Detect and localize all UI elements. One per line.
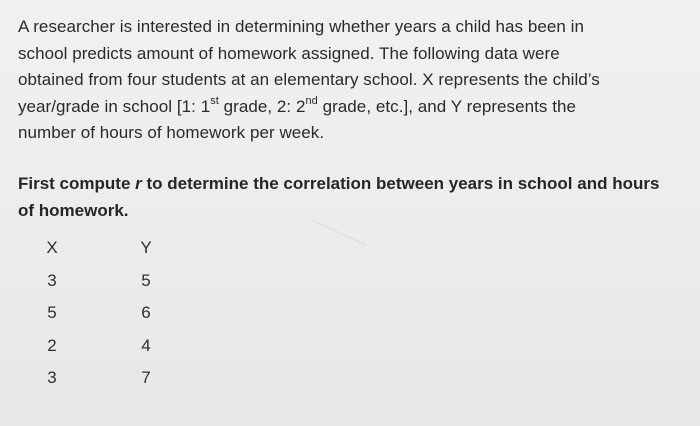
question-line-1 [18, 14, 686, 41]
instruction-before: First compute [18, 174, 136, 193]
question-line-3 [18, 67, 686, 94]
x-cell: 5 [47, 303, 57, 323]
question-line-2-text: school predicts amount of homework assigned. The following data were [18, 43, 560, 63]
y-value: 5 [141, 270, 151, 290]
instruction-line-2: of homework. [18, 201, 129, 220]
table-row [32, 265, 160, 298]
instruction-variable-r: r [135, 174, 142, 193]
y-cell [72, 330, 160, 363]
table-header-row [32, 232, 160, 265]
question-line-5 [18, 120, 686, 147]
x-cell: 2 [47, 335, 57, 355]
instruction-line-1 [18, 170, 688, 197]
column-header-y [72, 232, 160, 265]
paper-crease-mark [294, 219, 366, 282]
instruction-after: to determine the correlation between years in school and hours [141, 174, 660, 193]
x-cell: 3 [47, 270, 57, 290]
question-line-1-text: A researcher is interested in determining whether years a child has been in [18, 17, 585, 36]
question-text [18, 14, 686, 147]
column-header-y-text: Y [140, 238, 152, 258]
table-row [32, 297, 160, 330]
y-cell [72, 297, 160, 330]
x-cell: 3 [47, 368, 57, 388]
y-value: 6 [141, 303, 151, 323]
question-line-4-part-c: grade, etc.], and Y represents the [317, 96, 576, 116]
y-value: 7 [141, 368, 151, 388]
y-cell [72, 265, 160, 298]
instruction-text [18, 170, 688, 224]
column-header-x: X [46, 238, 58, 258]
question-line-4-part-a: year/grade in school [1: 1 [18, 96, 211, 116]
y-cell [72, 362, 160, 395]
question-line-5-text: number of hours of homework per week. [18, 123, 325, 142]
question-line-4 [18, 94, 686, 121]
ordinal-suffix-second: nd [305, 94, 318, 107]
question-line-2 [18, 41, 686, 68]
data-table [32, 232, 160, 395]
y-value: 4 [141, 335, 151, 355]
question-line-3-text: obtained from four students at an elementary school. X represents the child’s [18, 70, 600, 89]
table-row [32, 330, 160, 363]
question-line-4-part-b: grade, 2: 2 [218, 96, 306, 116]
table-row [32, 362, 160, 395]
ordinal-suffix-first: st [210, 94, 219, 107]
